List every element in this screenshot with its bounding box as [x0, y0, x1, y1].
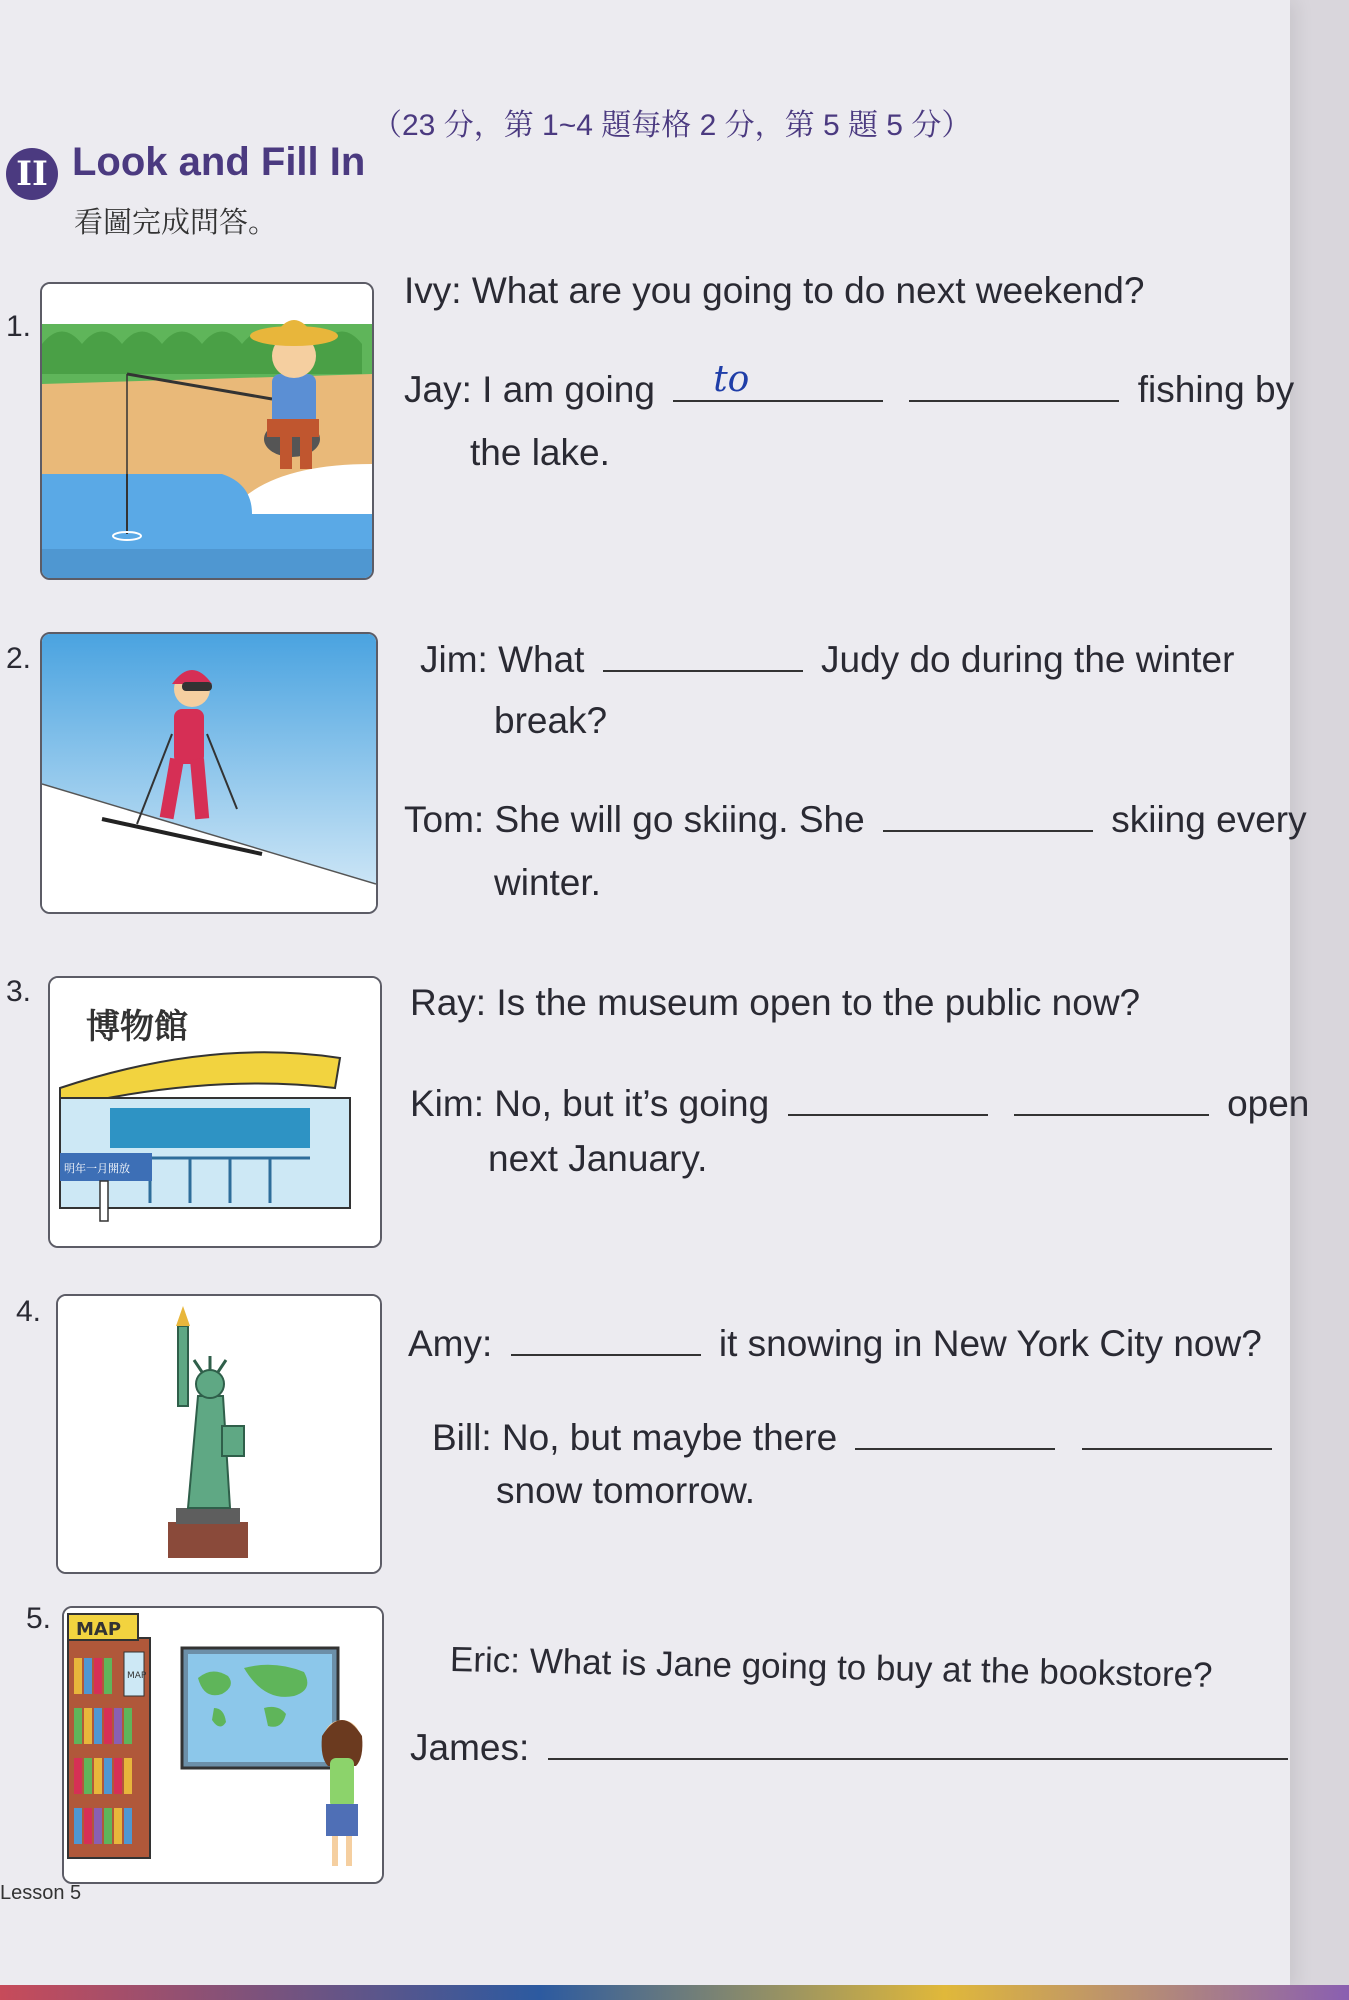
handwritten-answer: to — [713, 359, 750, 400]
speaker: Jay: — [404, 369, 472, 410]
section-score-note: （23 分，第 1~4 題每格 2 分，第 5 題 5 分） — [372, 109, 972, 142]
speaker: Bill: — [432, 1417, 492, 1458]
answer-text: fishing by — [1137, 369, 1295, 410]
answer-text: No, but maybe there — [501, 1417, 838, 1458]
answer-continuation: winter. — [494, 862, 601, 903]
answer-text: I am going — [482, 369, 655, 410]
question-text: What are you going to do next weekend? — [471, 270, 1145, 311]
section-number-badge: II — [6, 148, 58, 200]
answer-blank[interactable] — [855, 1412, 1055, 1450]
picture-fishing — [40, 282, 374, 580]
answer-blank[interactable] — [511, 1318, 701, 1356]
item-number: 3. — [6, 975, 32, 1008]
museum-sign: 博物館 — [86, 1007, 188, 1047]
answer-line — [432, 1412, 1280, 1459]
answer-blank[interactable] — [1082, 1412, 1272, 1450]
question-text: Judy do during the winter — [821, 639, 1235, 680]
question-continuation: break? — [494, 700, 608, 741]
footer-lesson-label: Lesson 5 — [0, 1882, 82, 1904]
speaker: Tom: — [404, 799, 485, 840]
speaker: Amy: — [408, 1323, 493, 1364]
map-sign: MAP — [76, 1619, 122, 1640]
skiing-illustration — [42, 634, 376, 912]
answer-blank[interactable] — [909, 364, 1119, 402]
answer-blank[interactable] — [548, 1722, 1288, 1760]
question-line — [410, 982, 1140, 1024]
question-line — [450, 1640, 1213, 1696]
museum-banner: 明年一月開放 — [64, 1162, 130, 1175]
museum-illustration — [50, 978, 380, 1246]
question-line — [404, 270, 1144, 312]
answer-blank[interactable] — [883, 794, 1093, 832]
speaker: Eric: — [449, 1640, 521, 1681]
answer-line — [404, 359, 1295, 411]
statue-of-liberty-illustration — [58, 1296, 380, 1572]
answer-line — [410, 1722, 1296, 1769]
speaker: James: — [410, 1727, 530, 1768]
item-number: 2. — [6, 642, 32, 675]
picture-museum — [48, 976, 382, 1248]
question-text: What — [498, 639, 585, 680]
answer-blank[interactable] — [788, 1078, 988, 1116]
question-line — [420, 634, 1234, 681]
book-edge-strip — [0, 1985, 1349, 2000]
section-title: Look and Fill In — [72, 140, 366, 184]
speaker: Ray: — [410, 982, 487, 1023]
question-line — [408, 1318, 1262, 1365]
book-label: MAP — [127, 1671, 147, 1681]
answer-blank[interactable] — [603, 634, 803, 672]
answer-continuation: the lake. — [470, 432, 610, 473]
answer-text: skiing every — [1111, 799, 1307, 840]
picture-bookstore — [62, 1606, 384, 1884]
answer-text: No, but it’s going — [494, 1083, 770, 1124]
bookstore-illustration — [64, 1608, 382, 1882]
question-text: What is Jane going to buy at the bookstore? — [529, 1641, 1213, 1695]
answer-continuation: next January. — [488, 1138, 708, 1179]
section-subtitle: 看圖完成問答。 — [74, 207, 278, 239]
answer-line — [404, 794, 1307, 841]
speaker: Ivy: — [404, 270, 462, 311]
item-number: 1. — [6, 310, 32, 343]
answer-line — [410, 1078, 1309, 1125]
answer-blank[interactable] — [673, 359, 883, 402]
answer-continuation: snow tomorrow. — [496, 1470, 756, 1511]
answer-blank[interactable] — [1014, 1078, 1209, 1116]
speaker: Kim: — [410, 1083, 484, 1124]
question-text: it snowing in New York City now? — [718, 1323, 1262, 1364]
item-number: 4. — [16, 1295, 42, 1328]
fishing-illustration — [42, 284, 372, 578]
item-number: 5. — [26, 1602, 52, 1635]
speaker: Jim: — [420, 639, 488, 680]
question-text: Is the museum open to the public now? — [496, 982, 1141, 1023]
answer-text: She will go skiing. She — [494, 799, 865, 840]
answer-text: open — [1227, 1083, 1310, 1124]
picture-skiing — [40, 632, 378, 914]
picture-statue — [56, 1294, 382, 1574]
